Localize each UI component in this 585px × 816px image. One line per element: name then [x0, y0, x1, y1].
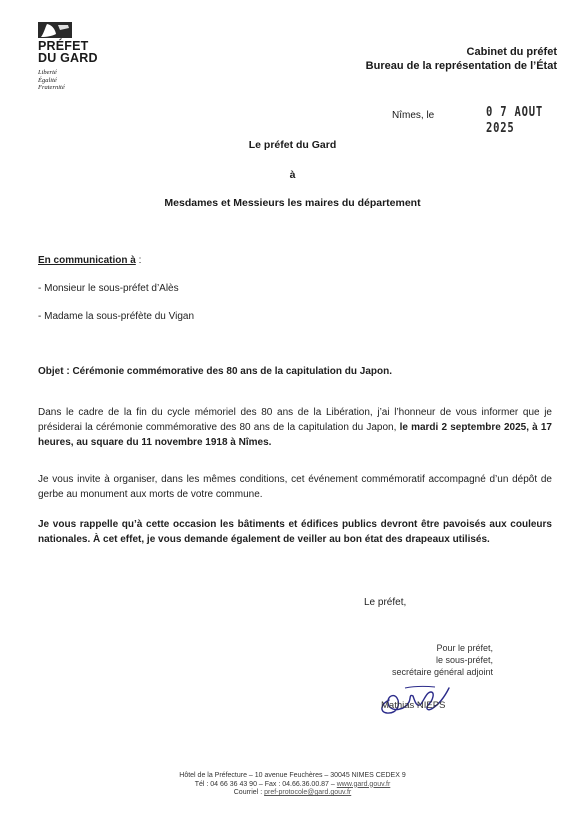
- signatory-name: Mathias NIEPS: [381, 700, 446, 711]
- paragraph-2: Je vous invite à organiser, dans les mêmes conditions, cet événement commémoratif accompagné d’un dépôt de gerbe au monument aux morts de votre commune.: [38, 474, 552, 500]
- signatory-block: [363, 642, 493, 678]
- email-link[interactable]: pref-protocole@gard.gouv.fr: [264, 789, 352, 796]
- logo-title-line2: DU GARD: [38, 51, 98, 65]
- motto-line1: Liberté: [38, 69, 57, 76]
- sender-line2: Bureau de la représentation de l’État: [365, 60, 557, 72]
- handwritten-signature: [375, 678, 455, 718]
- recipients-line: Mesdames et Messieurs les maires du département: [164, 197, 421, 209]
- place-label: Nîmes, le: [392, 110, 435, 121]
- closing-line: Le préfet,: [364, 597, 407, 608]
- signatory-line1: Pour le préfet,: [436, 643, 493, 653]
- sender-line1: Cabinet du préfet: [466, 46, 557, 58]
- cc-label: En communication à: [38, 255, 136, 266]
- paragraph-1-bold: le mardi 2 septembre 2025, à 17 heures, au square du 11 novembre 1918 à Nîmes.: [38, 422, 552, 448]
- motto-line2: Égalité: [38, 76, 57, 84]
- sender-block: [366, 45, 557, 73]
- paragraph-3: Je vous rappelle qu’à cette occasion les bâtiments et édifices publics devront être pavoisés aux couleurs nationales. À cet effet, je vous demande également de veiller au bon état des drapeaux utilisés.: [38, 519, 552, 545]
- paragraph-1: [38, 405, 552, 450]
- logo-title-line1: PRÉFET: [38, 39, 89, 53]
- subject-line: Objet : Cérémonie commémorative des 80 ans de la capitulation du Japon.: [38, 366, 392, 377]
- footer-address: Hôtel de la Préfecture – 10 avenue Feuchères – 30045 NIMES CEDEX 9: [179, 772, 406, 779]
- cc-item: - Monsieur le sous-préfet d’Alès: [38, 283, 179, 294]
- motto-line3: Fraternité: [38, 84, 65, 91]
- footer-email-line: [0, 789, 585, 798]
- to-word: à: [289, 169, 296, 181]
- logo-title: [38, 40, 98, 64]
- footer-phone: Tél : 04 66 36 43 90 – Fax : 04.66.36.00.87 –: [194, 780, 337, 788]
- footer-email-label: Courriel :: [233, 789, 265, 796]
- website-link[interactable]: www.gard.gouv.fr: [336, 780, 391, 788]
- signatory-line2: le sous-préfet,: [435, 655, 493, 665]
- footer-contact: [0, 781, 585, 790]
- logo-motto: [38, 69, 65, 92]
- signatory-line3: secrétaire général adjoint: [391, 667, 493, 677]
- footer: [0, 772, 585, 798]
- cc-label-suffix: :: [135, 255, 142, 266]
- cc-item: - Madame la sous-préfète du Vigan: [38, 311, 195, 322]
- cc-heading: [38, 253, 141, 268]
- date-stamp: 0 7 AOUT 2025: [486, 104, 543, 136]
- marianne-logo-icon: [38, 22, 72, 38]
- from-line: Le préfet du Gard: [248, 139, 337, 151]
- paragraph-1-text: Dans le cadre de la fin du cycle mémoriel des 80 ans de la Libération, j’ai l’honneur de vous informer que je présiderai la cérémonie commémorative des 80 ans de la capitulation du Japon,: [38, 407, 552, 433]
